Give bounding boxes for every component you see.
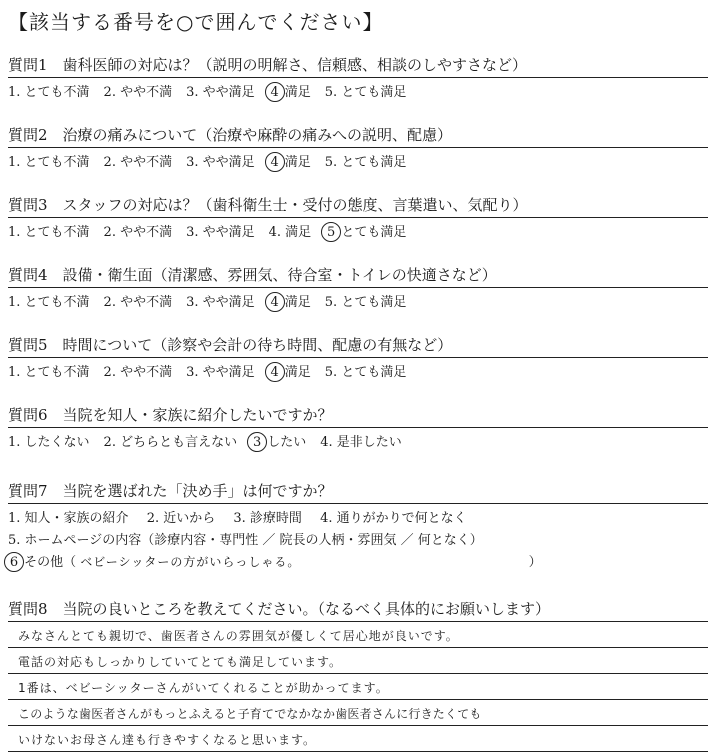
question-3-header: 質問3 スタッフの対応は？（歯科衛生士・受付の態度、言葉遣い、気配り） bbox=[8, 194, 708, 218]
q1-option-5[interactable]: 5. とても満足 bbox=[324, 85, 407, 100]
question-4-options bbox=[8, 291, 708, 310]
question-5-options bbox=[8, 361, 708, 380]
circled-number: 5 bbox=[327, 225, 336, 240]
question-2 bbox=[8, 124, 708, 170]
question-4-header: 質問4 設備・衛生面（清潔感、雰囲気、待合室・トイレの快適さなど） bbox=[8, 264, 708, 288]
q3-option-4[interactable]: 4. 満足 bbox=[268, 225, 312, 240]
circled-number: 4 bbox=[270, 295, 279, 310]
question-6 bbox=[8, 404, 708, 450]
q2-option-2[interactable]: 2. やや不満 bbox=[103, 155, 173, 170]
question-6-header: 質問6 当院を知人・家族に紹介したいですか？ bbox=[8, 404, 708, 428]
circled-number: 3 bbox=[252, 435, 262, 450]
page-title: 【該当する番号を○で囲んでください】 bbox=[8, 10, 384, 34]
question-7-row3 bbox=[8, 551, 708, 570]
answer-line[interactable] bbox=[8, 648, 708, 674]
q7-other-answer: ベビーシッターの方がいらっしゃる。 bbox=[80, 555, 301, 569]
question-5 bbox=[8, 334, 708, 380]
q7-option-2[interactable]: 2. 近いから bbox=[146, 511, 216, 526]
q1-option-1[interactable]: 1. とても不満 bbox=[8, 85, 90, 100]
answer-line[interactable] bbox=[8, 726, 708, 752]
q7-option-5[interactable]: 5. ホームページの内容（診療内容・専門性 ／ 院長の人柄・雰囲気 ／ 何となく） bbox=[8, 533, 483, 548]
q6-option-4[interactable]: 4. 是非したい bbox=[320, 435, 402, 450]
answer-line[interactable] bbox=[8, 674, 708, 700]
question-1-options bbox=[8, 81, 708, 100]
q5-option-1[interactable]: 1. とても不満 bbox=[8, 365, 90, 380]
answer-line[interactable] bbox=[8, 700, 708, 726]
answer-line-text: いけないお母さん達も行きやすくなると思います。 bbox=[18, 733, 317, 747]
answer-line-text: 電話の対応もしっかりしていてとても満足しています。 bbox=[18, 655, 343, 669]
question-3 bbox=[8, 194, 708, 240]
q7-other-close: ） bbox=[528, 555, 542, 570]
answer-line[interactable] bbox=[8, 622, 708, 648]
q3-option-3[interactable]: 3. やや満足 bbox=[186, 225, 255, 240]
circled-number: 4 bbox=[270, 365, 279, 380]
q7-option-1[interactable]: 1. 知人・家族の紹介 bbox=[8, 511, 129, 526]
q4-option-2[interactable]: 2. やや不満 bbox=[103, 295, 173, 310]
q7-option-4[interactable]: 4. 通りがかりで何となく bbox=[320, 511, 467, 526]
q7-option-6-label: その他（ bbox=[20, 555, 77, 570]
question-7 bbox=[8, 480, 708, 570]
q7-option-3[interactable]: 3. 診療時間 bbox=[233, 511, 302, 526]
q7-option-6-circled-number: 6 bbox=[9, 555, 19, 570]
question-2-options bbox=[8, 151, 708, 170]
q2-option-4[interactable]: 4 満足 bbox=[270, 155, 311, 170]
question-8-header: 質問8 当院の良いところを教えてください。（なるべく具体的にお願いします） bbox=[8, 598, 708, 622]
question-2-header: 質問2 治療の痛みについて（治療や麻酔の痛みへの説明、配慮） bbox=[8, 124, 708, 148]
answer-line-text: このような歯医者さんがもっとふえると子育てでなかなか歯医者さんに行きたくても bbox=[18, 707, 482, 721]
q7-option-6[interactable] bbox=[8, 555, 20, 570]
q4-option-3[interactable]: 3. やや満足 bbox=[186, 295, 255, 310]
circled-number: 4 bbox=[270, 85, 279, 100]
question-1-header: 質問1 歯科医師の対応は？（説明の明解さ、信頼感、相談のしやすさなど） bbox=[8, 54, 708, 78]
q5-option-4[interactable]: 4 満足 bbox=[270, 365, 311, 380]
question-8 bbox=[8, 598, 708, 622]
q1-option-4[interactable]: 4 満足 bbox=[270, 85, 311, 100]
question-7-row1 bbox=[8, 507, 708, 526]
q3-option-1[interactable]: 1. とても不満 bbox=[8, 225, 90, 240]
q5-option-5[interactable]: 5. とても満足 bbox=[324, 365, 407, 380]
question-5-header: 質問5 時間について（診察や会計の待ち時間、配慮の有無など） bbox=[8, 334, 708, 358]
answer-line-text: 1番は、ベビーシッターさんがいてくれることが助かってます。 bbox=[18, 681, 389, 695]
q2-option-1[interactable]: 1. とても不満 bbox=[8, 155, 90, 170]
question-6-options bbox=[8, 431, 708, 450]
q2-option-3[interactable]: 3. やや満足 bbox=[186, 155, 255, 170]
q4-option-1[interactable]: 1. とても不満 bbox=[8, 295, 90, 310]
q1-option-2[interactable]: 2. やや不満 bbox=[103, 85, 173, 100]
q6-option-3[interactable]: 3 したい bbox=[252, 435, 307, 450]
q4-option-4[interactable]: 4 満足 bbox=[270, 295, 311, 310]
q3-option-5[interactable]: 5 とても満足 bbox=[327, 225, 407, 240]
q5-option-3[interactable]: 3. やや満足 bbox=[186, 365, 255, 380]
q5-option-2[interactable]: 2. やや不満 bbox=[103, 365, 173, 380]
question-8-answer-lines bbox=[8, 622, 708, 752]
q4-option-5[interactable]: 5. とても満足 bbox=[324, 295, 407, 310]
q3-option-2[interactable]: 2. やや不満 bbox=[103, 225, 173, 240]
question-7-header: 質問7 当院を選ばれた「決め手」は何ですか？ bbox=[8, 480, 708, 504]
question-1 bbox=[8, 54, 708, 100]
answer-line-text: みなさんとても親切で、歯医者さんの雰囲気が優しくて居心地が良いです。 bbox=[18, 629, 459, 643]
q6-option-2[interactable]: 2. どちらとも言えない bbox=[103, 435, 238, 450]
question-3-options bbox=[8, 221, 708, 240]
q2-option-5[interactable]: 5. とても満足 bbox=[324, 155, 407, 170]
q6-option-1[interactable]: 1. したくない bbox=[8, 435, 90, 450]
circled-number: 4 bbox=[270, 155, 279, 170]
question-4 bbox=[8, 264, 708, 310]
q1-option-3[interactable]: 3. やや満足 bbox=[186, 85, 255, 100]
